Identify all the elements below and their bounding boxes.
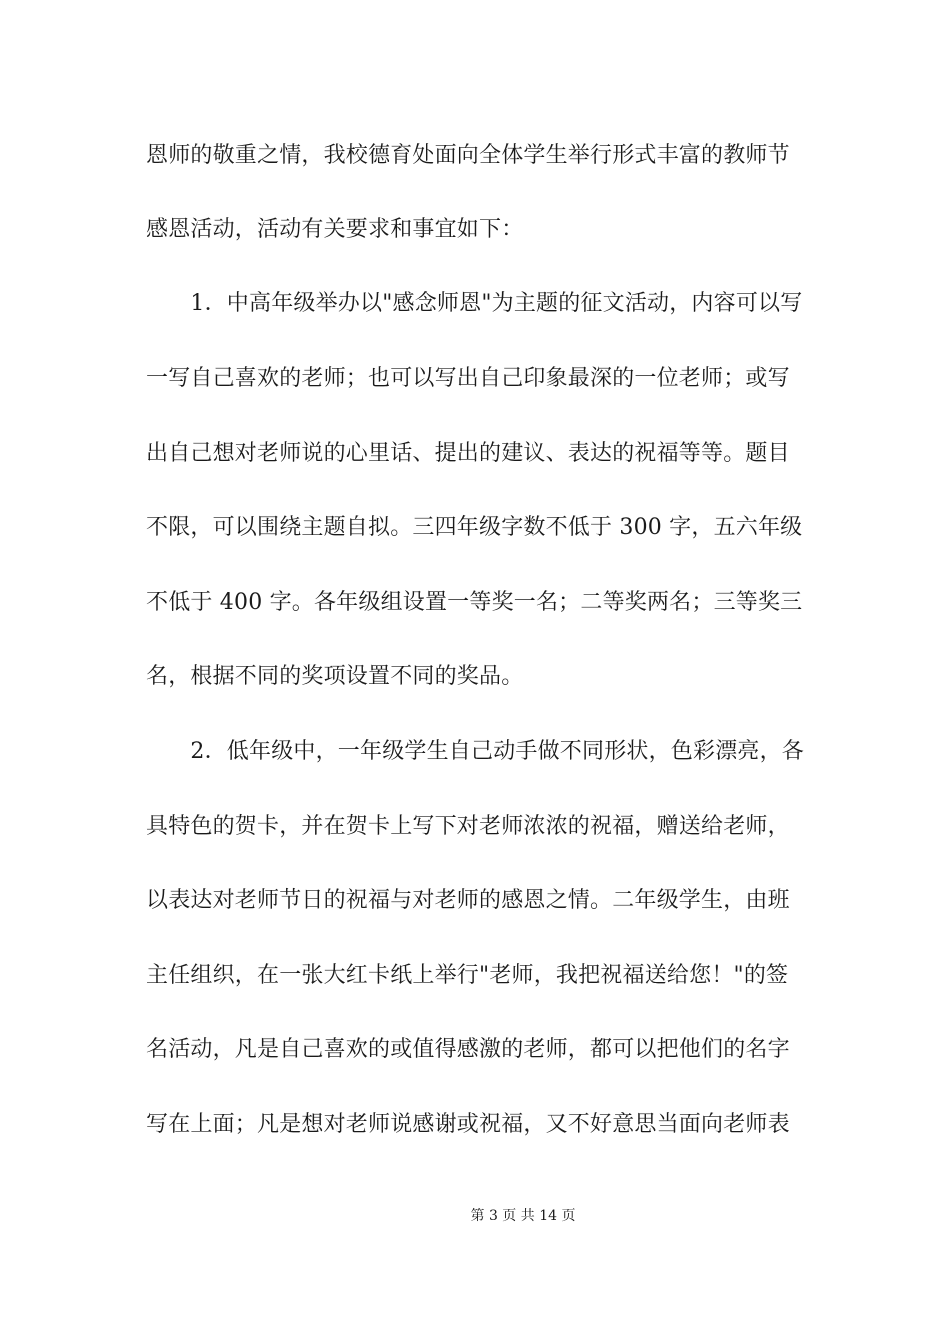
text-line: 1．中高年级举办以"感念师恩"为主题的征文活动，内容可以写 [146, 291, 803, 316]
text-line: 不低于 400 字。各年级组设置一等奖一名；二等奖两名；三等奖三 [146, 590, 803, 615]
text-line: 不限，可以围绕主题自拟。三四年级字数不低于 300 字，五六年级 [146, 515, 803, 540]
text-line: 名活动，凡是自己喜欢的或值得感激的老师，都可以把他们的名字 [146, 1037, 790, 1062]
page-number-footer: 第 3 页 共 14 页 [470, 1208, 576, 1224]
text-line: 出自己想对老师说的心里话、提出的建议、表达的祝福等等。题目 [146, 441, 790, 466]
text-line: 一写自己喜欢的老师；也可以写出自己印象最深的一位老师；或写 [146, 366, 790, 391]
text-line: 名，根据不同的奖项设置不同的奖品。 [146, 664, 524, 689]
text-line: 主任组织，在一张大红卡纸上举行"老师，我把祝福送给您！"的签 [146, 963, 789, 988]
text-line: 恩师的敬重之情，我校德育处面向全体学生举行形式丰富的教师节 [146, 143, 790, 168]
text-line: 具特色的贺卡，并在贺卡上写下对老师浓浓的祝福，赠送给老师， [146, 814, 790, 839]
text-line: 感恩活动，活动有关要求和事宜如下： [146, 217, 524, 242]
text-line: 写在上面；凡是想对老师说感谢或祝福，又不好意思当面向老师表 [146, 1112, 790, 1137]
text-line: 以表达对老师节日的祝福与对老师的感恩之情。二年级学生，由班 [146, 888, 790, 913]
text-line: 2．低年级中，一年级学生自己动手做不同形状，色彩漂亮，各 [146, 739, 804, 764]
